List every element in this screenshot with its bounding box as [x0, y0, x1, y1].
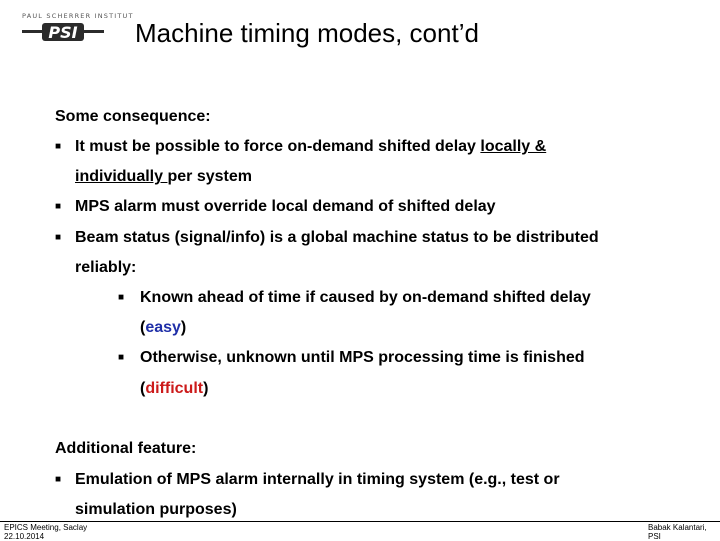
difficult-label: difficult	[145, 380, 204, 397]
bullet-item-force-delay-cont: individually per system	[75, 168, 252, 185]
footer-affiliation: PSI	[648, 532, 661, 541]
bullet-icon: ■	[55, 232, 62, 243]
bullet-icon: ■	[55, 474, 62, 485]
footer-date: 22.10.2014	[4, 532, 45, 541]
sub-bullet-icon: ■	[118, 292, 125, 303]
sub-bullet-item-known: Known ahead of time if caused by on-demand shifted delay	[140, 289, 591, 306]
footer-event: EPICS Meeting, Saclay	[4, 523, 88, 532]
bullet-item-emulation: Emulation of MPS alarm internally in timing system (e.g., test or	[75, 471, 560, 488]
bullet-item-beam-status: Beam status (signal/info) is a global machine status to be distributed	[75, 229, 599, 246]
sub-bullet-item-known-cont: (easy)	[140, 319, 187, 336]
sub-bullet-item-unknown-cont: (difficult)	[140, 380, 209, 397]
bullet-item-emulation-cont: simulation purposes)	[75, 501, 237, 518]
bullet-item-mps-alarm: MPS alarm must override local demand of shifted delay	[75, 198, 496, 215]
easy-label: easy	[145, 319, 181, 336]
psi-logo	[22, 12, 134, 44]
svg-text:PSI: PSI	[48, 23, 78, 42]
bullet-icon: ■	[55, 201, 62, 212]
footer-author: Babak Kalantari,	[648, 523, 707, 532]
sub-bullet-item-unknown: Otherwise, unknown until MPS processing time is finished	[140, 349, 585, 366]
section-heading-consequence: Some consequence:	[55, 108, 211, 125]
slide-title: Machine timing modes, cont’d	[135, 18, 479, 48]
section-heading-additional: Additional feature:	[55, 440, 197, 457]
bullet-item-force-delay: It must be possible to force on-demand shifted delay locally &	[75, 138, 547, 155]
sub-bullet-icon: ■	[118, 352, 125, 363]
bullet-icon: ■	[55, 141, 62, 152]
logo-institute-text: PAUL SCHERRER INSTITUT	[22, 12, 134, 20]
footer-divider	[0, 521, 720, 522]
psi-logo-mark	[22, 22, 104, 42]
bullet-item-beam-status-cont: reliably:	[75, 259, 137, 276]
